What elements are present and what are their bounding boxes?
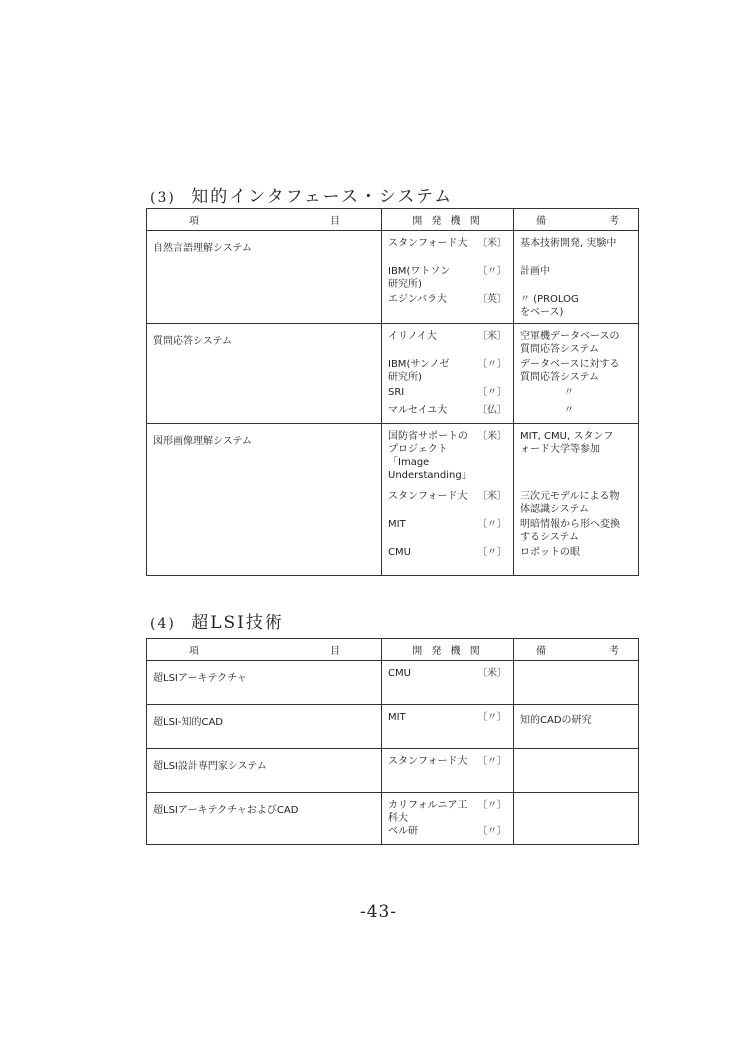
table-row [147,424,639,576]
org-header: 開 発 機 関 [382,639,514,661]
org-entry: CMU 〔〃〕 [388,547,507,558]
table-row [147,661,639,705]
org-cell [382,424,514,576]
table-row [147,749,639,793]
org-entry: スタンフォード大 〔米〕 [388,238,507,249]
org-entry: イリノイ大 〔米〕 [388,331,507,342]
item-cell: 図形画像理解システム [147,424,382,576]
org-entry: ベル研 〔〃〕 [388,826,507,837]
section3-header-row [147,209,639,231]
note-text: 明暗情報から形へ変換 するシステム [520,519,620,543]
org-entry: MIT 〔〃〕 [388,519,507,530]
note-cell [514,424,639,576]
section3-number: (3) [150,190,176,206]
section4-heading [150,608,284,633]
section3-title: 知的インタフェース・システム [191,187,454,207]
note-text: 〃 [564,405,574,416]
org-entry: マルセイユ大 〔仏〕 [388,405,507,416]
note-text: 〃 (PROLOG をベース) [520,294,579,318]
section4-number: (4) [150,616,176,632]
item-cell: 自然言語理解システム [147,231,382,324]
org-header: 開 発 機 関 [382,209,514,231]
section4-title: 超LSI技術 [191,613,284,633]
item-cell: 質問応答システム [147,324,382,424]
note-text: 三次元モデルによる物 体認識システム [520,491,620,515]
note-text: ロボットの眼 [520,547,580,558]
page-number: -43- [360,902,398,922]
note-cell [514,793,639,845]
note-cell [514,324,639,424]
org-cell [382,749,514,793]
section4-header-row [147,639,639,661]
note-cell: 知的CADの研究 [514,705,639,749]
note-text: 〃 [564,387,574,398]
org-cell [382,793,514,845]
org-entry: カリフォルニア工科大 〔〃〕 [388,800,507,824]
section3-table [146,208,639,576]
table-row [147,793,639,845]
note-text: データベースに対する 質問応答システム [520,359,620,383]
org-entry: エジンバラ大 〔英〕 [388,294,507,305]
item-cell: 超LSI-知的CAD [147,705,382,749]
section3-heading [150,182,453,207]
org-entry: CMU 〔米〕 [388,668,507,679]
note-cell [514,661,639,705]
note-text: MIT, CMU, スタンフ ォード大学等参加 [520,431,614,455]
item-cell: 超LSIアーキテクチャ [147,661,382,705]
org-entry: MIT 〔〃〕 [388,712,507,723]
note-text: 空軍機データベースの 質問応答システム [520,331,620,355]
note-text: 計画中 [520,266,550,277]
table-row [147,705,639,749]
note-text: 基本技術開発, 実験中 [520,238,617,249]
org-cell [382,231,514,324]
note-header: 備 考 [514,639,639,661]
org-entry: 国防省サポートの プロジェクト 「Image Understanding」 〔米〕 [388,431,507,481]
item-header: 項 目 [147,639,382,661]
note-cell [514,749,639,793]
org-entry: IBM(サンノゼ 研究所) 〔〃〕 [388,359,507,383]
item-cell: 超LSIアーキテクチャおよびCAD [147,793,382,845]
table-row [147,324,639,424]
section4-table [146,638,639,845]
org-entry: スタンフォード大 〔米〕 [388,491,507,502]
org-entry: スタンフォード大 〔〃〕 [388,756,507,767]
item-cell: 超LSI設計専門家システム [147,749,382,793]
org-cell [382,661,514,705]
org-entry: SRI 〔〃〕 [388,387,507,398]
org-entry: IBM(ワトソン 研究所) 〔〃〕 [388,266,507,290]
item-header: 項 目 [147,209,382,231]
table-row [147,231,639,324]
org-cell [382,705,514,749]
note-header: 備 考 [514,209,639,231]
org-cell [382,324,514,424]
note-cell [514,231,639,324]
